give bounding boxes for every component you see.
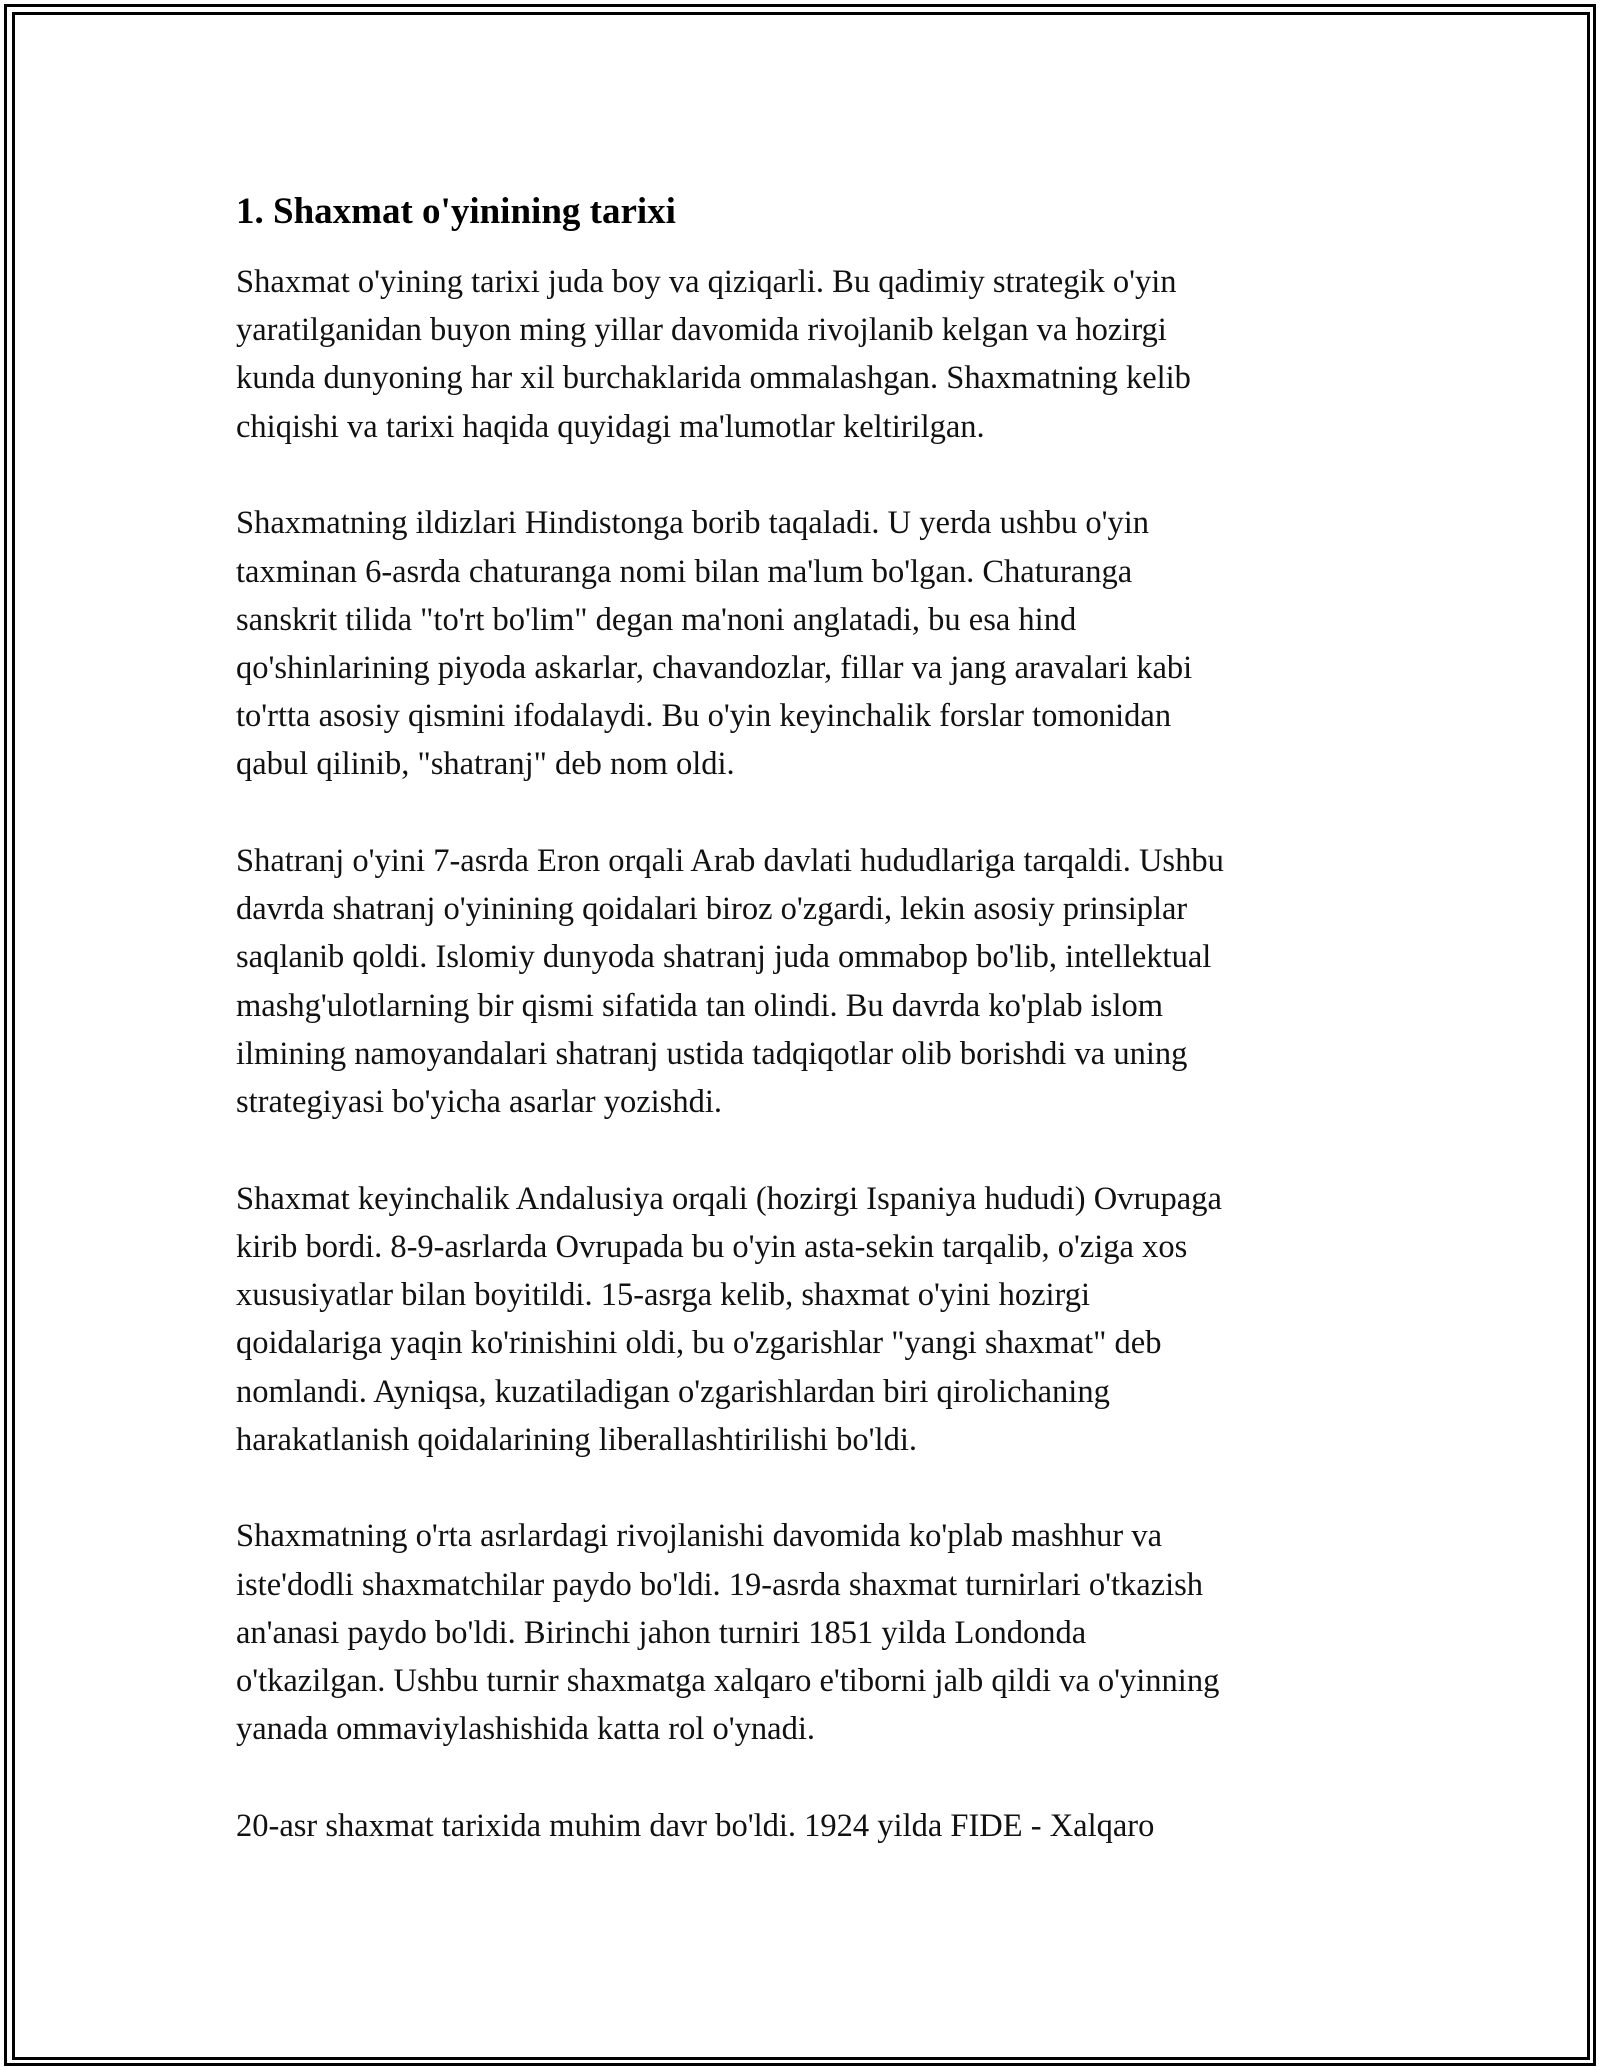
paragraph-3: Shatranj o'yini 7-asrda Eron orqali Arab davlati hududlariga tarqaldi. Ushbu davrda shatranj o'yinining qoidalari biroz o'zgardi, lekin asosiy prinsiplar saqlanib qoldi. Islomiy dunyoda shatranj juda ommabop bo'lib, intellektual mashg'ulotlarning bir qismi sifatida tan olindi. Bu davrda ko'plab islom ilmining namoyandalari shatranj ustida tadqiqotlar olib borishdi va uning strategiyasi bo'yicha asarlar yozishdi. [236, 843, 1224, 1121]
paragraph-2: Shaxmatning ildizlari Hindistonga borib taqaladi. U yerda ushbu o'yin taxminan 6-asrda chaturanga nomi bilan ma'lum bo'lgan. Chaturanga sanskrit tilida "to'rt bo'lim" degan ma'noni anglatadi, bu esa hind qo'shinlarining piyoda askarlar, chavandozlar, fillar va jang aravalari kabi to'rtta asosiy qismini ifodalaydi. Bu o'yin keyinchalik forslar tomonidan qabul qilinib, "shatranj" deb nom oldi. [236, 505, 1193, 783]
section-heading: 1. Shaxmat o'yinining tarixi [236, 191, 676, 232]
paragraph-6: 20-asr shaxmat tarixida muhim davr bo'ldi. 1924 yilda FIDE - Xalqaro [236, 1807, 1155, 1844]
paragraph-4: Shaxmat keyinchalik Andalusiya orqali (hozirgi Ispaniya hududi) Ovrupaga kirib bordi. 8-9-asrlarda Ovrupada bu o'yin asta-sekin tarqalib, o'ziga xos xususiyatlar bilan boyitildi. 15-asrga kelib, shaxmat o'yini hozirgi qoidalariga yaqin ko'rinishini oldi, bu o'zgarishlar "yangi shaxmat" deb nomlandi. Ayniqsa, kuzatiladigan o'zgarishlardan biri qirolichaning harakatlanish qoidalarining liberallashtirilishi bo'ldi. [236, 1180, 1222, 1458]
paragraph-1: Shaxmat o'yining tarixi juda boy va qiziqarli. Bu qadimiy strategik o'yin yaratilganidan buyon ming yillar davomida rivojlanib kelgan va hozirgi kunda dunyoning har xil burchaklarida ommalashgan. Shaxmatning kelib chiqishi va tarixi haqida quyidagi ma'lumotlar keltirilgan. [236, 264, 1191, 445]
paragraph-5: Shaxmatning o'rta asrlardagi rivojlanishi davomida ko'plab mashhur va iste'dodli shaxmatchilar paydo bo'ldi. 19-asrda shaxmat turnirlari o'tkazish an'anasi paydo bo'ldi. Birinchi jahon turniri 1851 yilda Londonda o'tkazilgan. Ushbu turnir shaxmatga xalqaro e'tiborni jalb qildi va o'yinning yanada ommaviylashishida katta rol o'ynadi. [236, 1518, 1220, 1748]
document-body [236, 186, 1366, 1899]
